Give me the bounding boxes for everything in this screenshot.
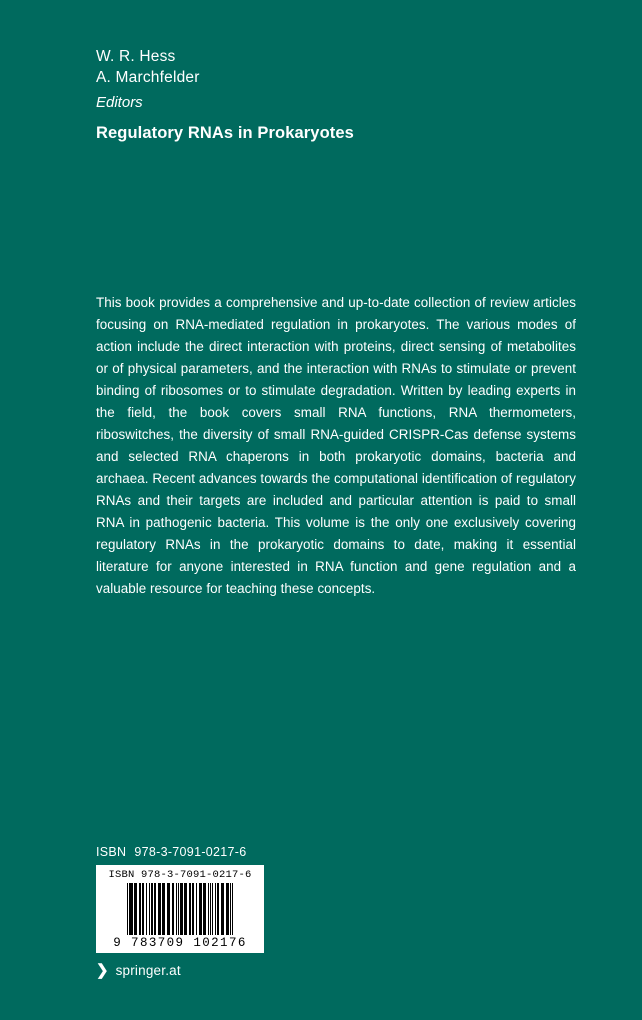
publisher-logo xyxy=(96,963,181,978)
back-cover-blurb: This book provides a comprehensive and up-to-date collection of review articles focusing on RNA-mediated regulation in prokaryotes. The various modes of action include the direct interaction with proteins, direct sensing of metabolites or of physical parameters, and the interaction with RNAs to stimulate or prevent binding of ribosomes or to stimulate degradation. Written by leading experts in the field, the book covers small RNA functions, RNA thermometers, riboswitches, the diversity of small RNA-guided CRISPR-Cas defense systems and selected RNA chaperons in both prokaryotic domains, bacteria and archaea. Recent advances towards the computational identification of regulatory RNAs and their targets are included and particular attention is paid to small RNA in pathogenic bacteria. This volume is the only one exclusively covering regulatory RNAs in the prokaryotic domains to date, making it essential literature for anyone interested in RNA function and gene regulation and a valuable resource for teaching these concepts. xyxy=(96,295,576,596)
editors-label: Editors xyxy=(96,94,143,111)
book-title: Regulatory RNAs in Prokaryotes xyxy=(96,124,354,142)
barcode-bars xyxy=(102,883,258,935)
springer-chevron-icon: ❯ xyxy=(96,962,109,979)
isbn-label: ISBN xyxy=(96,845,127,859)
editor-name-1: W. R. Hess xyxy=(96,48,176,65)
isbn-line xyxy=(96,845,247,859)
isbn-value: 978-3-7091-0217-6 xyxy=(134,845,247,859)
isbn-barcode xyxy=(96,865,264,953)
barcode-digits: 9 783709 102176 xyxy=(113,936,247,950)
editors-block xyxy=(96,46,566,144)
editor-name-2: A. Marchfelder xyxy=(96,69,200,86)
publisher-name: springer.at xyxy=(115,963,181,978)
barcode-top-label: ISBN 978-3-7091-0217-6 xyxy=(108,869,252,881)
